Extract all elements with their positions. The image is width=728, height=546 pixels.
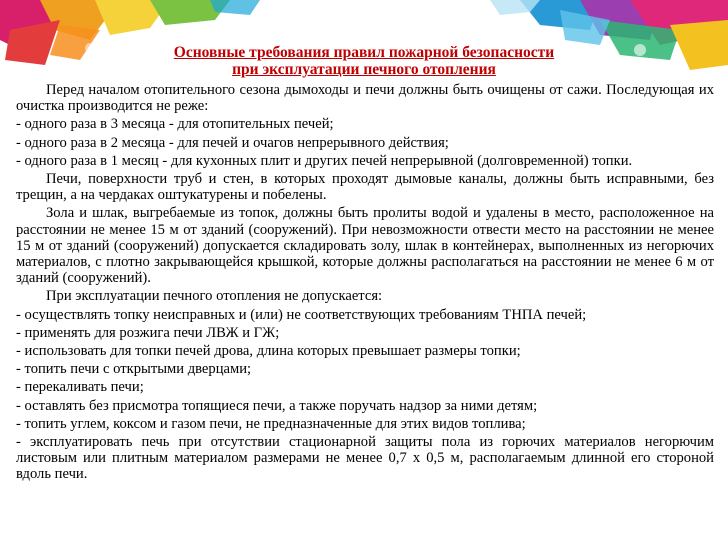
list-item: - перекаливать печи; bbox=[16, 379, 144, 396]
list-item: - одного раза в 2 месяца - для печей и очагов непрерывного действия; bbox=[16, 134, 449, 151]
paragraph-ash: Зола и шлак, выгребаемые из топок, должны быть пролиты водой и удалены в место, расположенное на расстоянии не менее 15 м от зданий (сооружений). При невозможности отвести место на расстоянии не менее 15 м от зданий (сооружений) допускается складировать золу, шлак в контейнерах, выполненных из негорючих материалов, с плотно закрывающейся крышкой, которые должны располагаться на расстоянии не менее 6 м от зданий (сооружений). bbox=[16, 205, 714, 287]
list-item: - одного раза в 1 месяц - для кухонных плит и других печей непрерывной (долговременной) топки. bbox=[16, 152, 633, 169]
list-item: - топить печи с открытыми дверцами; bbox=[16, 361, 252, 378]
title-line-1: Основные требования правил пожарной безопасности bbox=[173, 44, 555, 61]
list-item: - топить углем, коксом и газом печи, не предназначенные для этих видов топлива; bbox=[16, 415, 526, 432]
paragraph-prohibited: При эксплуатации печного отопления не допускается: bbox=[46, 288, 383, 305]
list-item: - одного раза в 3 месяца - для отопительных печей; bbox=[16, 116, 334, 133]
list-item: - использовать для топки печей дрова, длина которых превышает размеры топки; bbox=[16, 343, 521, 360]
document-body bbox=[16, 82, 714, 485]
list-item: - эксплуатировать печь при отсутствии стационарной защиты пола из горючих материалов негорючим листовым или плитным материалом размерами не менее 0,7 х 0,5 м, располагаемым длинной его стороной вдоль печи. bbox=[16, 434, 714, 483]
paragraph-chimneys: Печи, поверхности труб и стен, в которых проходят дымовые каналы, должны быть исправными, без трещин, а на чердаках оштукатурены и побелены. bbox=[16, 171, 714, 204]
list-item: - осуществлять топку неисправных и (или) не соответствующих требованиям ТНПА печей; bbox=[16, 306, 587, 323]
title-line-2: при эксплуатации печного отопления bbox=[232, 61, 496, 78]
list-item: - применять для розжига печи ЛВЖ и ГЖ; bbox=[16, 324, 280, 341]
paragraph-intro: Перед началом отопительного сезона дымоходы и печи должны быть очищены от сажи. Последующая их очистка производится не реже: bbox=[16, 82, 714, 115]
list-item: - оставлять без присмотра топящиеся печи, а также поручать надзор за ними детям; bbox=[16, 397, 538, 414]
